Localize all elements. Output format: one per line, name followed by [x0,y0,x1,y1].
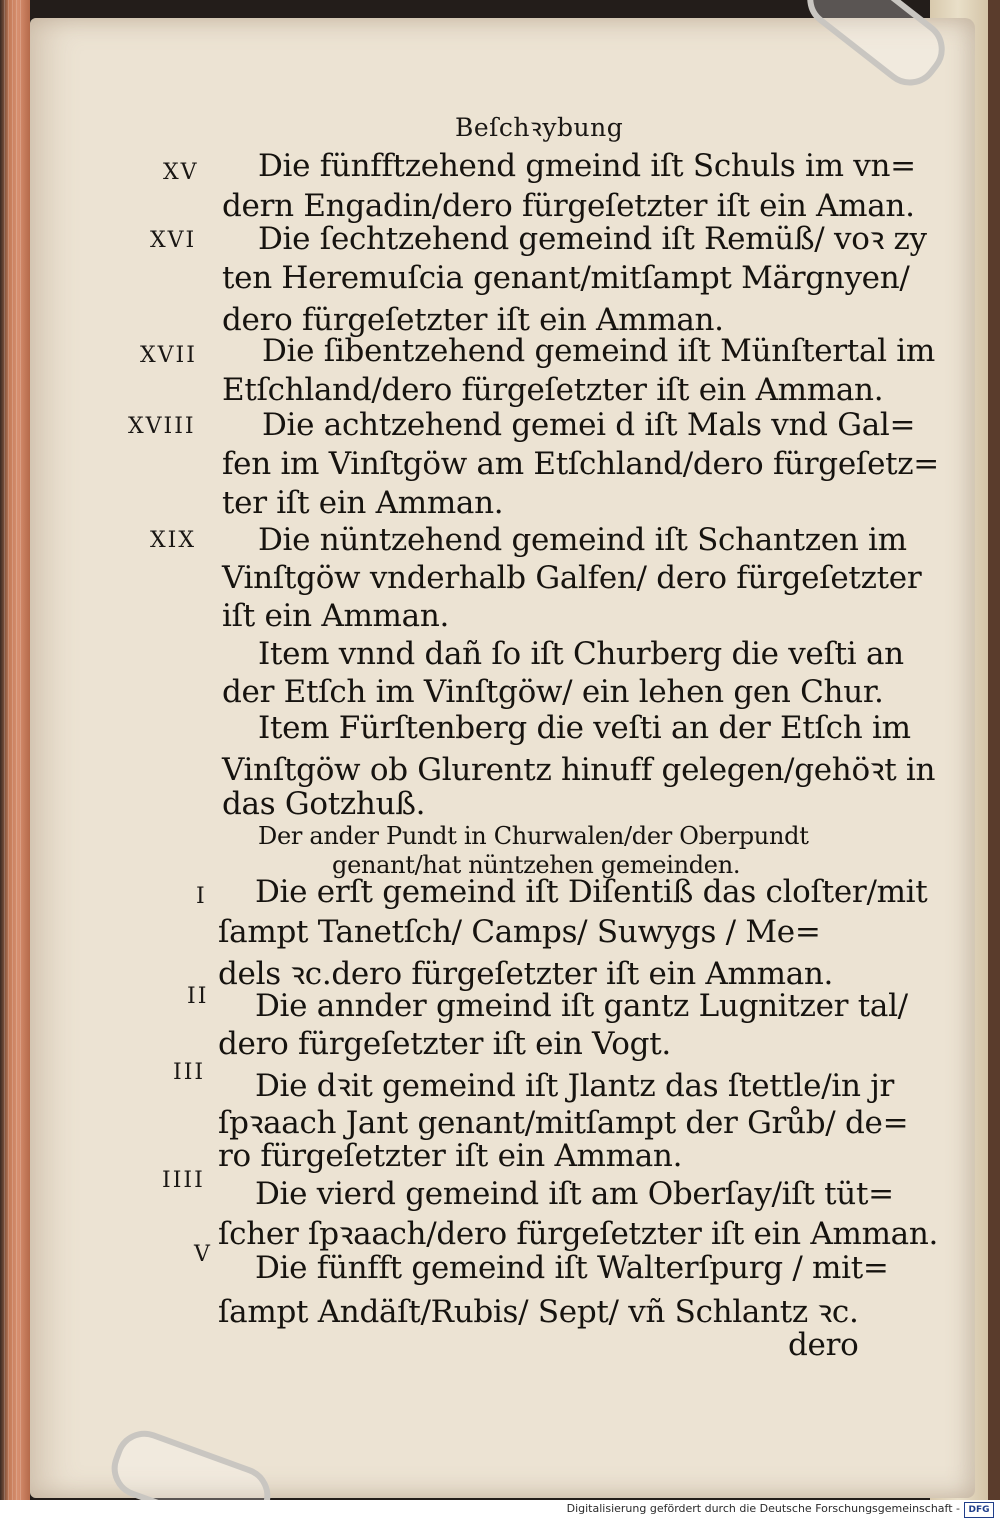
numeral-xvi: XVI [150,228,197,253]
text-line: iſt ein Amman. [222,598,450,634]
numeral-xvii: XVII [140,343,197,368]
text-line: ten Heremuſcia genant/mitſampt Märgnyen/ [222,260,910,296]
numeral-xviii: XVIII [128,414,196,439]
text-line: Item vnnd dañ ſo iſt Churberg die veſti an [258,636,904,672]
text-line: Etſchland/dero fürgeſetzter iſt ein Amman. [222,372,884,408]
numeral-i: I [196,884,207,909]
numeral-xix: XIX [150,528,197,553]
page-header: Beſchꝛybung [455,113,624,142]
numeral-v: V [194,1242,212,1267]
text-line: Die fünfft gemeind iſt Walterſpurg / mit= [255,1250,889,1286]
text-line: der Etſch im Vinſtgöw/ ein lehen gen Chur. [222,674,884,710]
numeral-ii: II [187,984,209,1009]
catchword: dero [788,1327,859,1363]
text-line: Die ſechtzehend gemeind iſt Remüß/ voꝛ zy [258,221,927,257]
text-line: Item Fürſtenberg die veſti an der Etſch im [258,710,911,746]
text-line: Die nüntzehend gemeind iſt Schantzen im [258,522,907,558]
text-line: ter iſt ein Amman. [222,485,504,521]
text-line: ſcher ſpꝛaach/dero fürgeſetzter iſt ein Amman. [218,1216,939,1252]
text-line: ſampt Tanetſch/ Camps/ Suwygs / Me= [218,914,821,950]
text-line: Die achtzehend gemei d iſt Mals vnd Gal= [262,407,916,443]
text-line: Die dꝛit gemeind iſt Jlantz das ſtettle/in jr [255,1068,895,1104]
text-line: dero fürgeſetzter iſt ein Amman. [222,302,724,338]
text-line: dero fürgeſetzter iſt ein Vogt. [218,1026,671,1062]
dfg-logo: DFG [964,1502,994,1518]
text-line: ſampt Andäſt/Rubis/ Sept/ vñ Schlantz ꝛc. [218,1294,859,1330]
text-line: ſpꝛaach Jant genant/mitſampt der Grůb/ de= [218,1105,909,1141]
text-line: Vinſtgöw vnderhalb Galfen/ dero fürgeſetzter [222,560,922,596]
text-line: Die annder gmeind iſt gantz Lugnitzer tal/ [255,988,908,1024]
numeral-iii: III [173,1060,206,1085]
text-line: Die erſt gemeind iſt Diſentiß das cloſter/mit [255,874,928,910]
numeral-xv: XV [163,160,199,185]
numeral-iiii: IIII [162,1168,205,1193]
text-line: dern Engadin/dero fürgeſetzter iſt ein Aman. [222,188,915,224]
section-heading: Der ander Pundt in Churwalen/der Oberpundt [258,822,809,850]
book-cover-edge [0,0,30,1500]
footer-bar [0,1500,1000,1519]
funding-notice: Digitalisierung gefördert durch die Deutsche Forschungsgemeinschaft - [566,1502,960,1515]
section-heading: genant/hat nüntzehen gemeinden. [332,851,741,879]
text-line: das Gotzhuß. [222,786,426,822]
text-line: fen im Vinſtgöw am Etſchland/dero fürgeſetz= [222,446,939,482]
text-line: Vinſtgöw ob Glurentz hinuff gelegen/gehöꝛt in [222,752,936,788]
text-line: ro fürgeſetzter iſt ein Amman. [218,1138,683,1174]
text-line: Die fünfftzehend gmeind iſt Schuls im vn= [258,148,916,184]
text-line: Die vierd gemeind iſt am Oberſay/iſt tüt= [255,1176,894,1212]
text-line: Die ſibentzehend gemeind iſt Münſtertal im [262,333,936,369]
text-line: dels ꝛc.dero fürgeſetzter iſt ein Amman. [218,956,834,992]
